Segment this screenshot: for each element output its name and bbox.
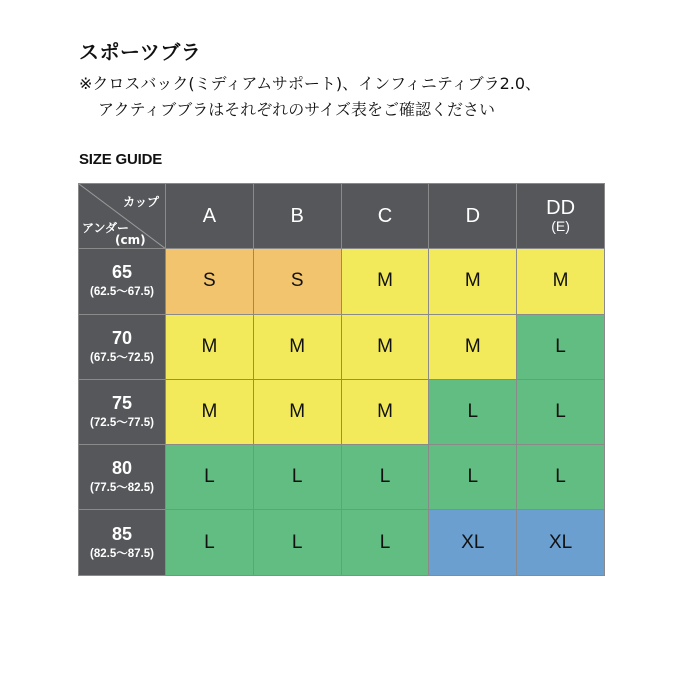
cup-axis-label: カップ [123, 195, 159, 209]
cup-header-label: B [290, 204, 304, 227]
cup-header-dd [517, 184, 605, 249]
underbust-band: 80 [111, 458, 133, 479]
cup-header-label: DD [546, 196, 576, 219]
size-cell: L [253, 445, 341, 510]
cup-header-a [166, 184, 254, 249]
size-cell: L [517, 445, 605, 510]
underbust-row-header [79, 510, 166, 575]
underbust-row-header [79, 249, 166, 314]
size-cell: M [341, 249, 429, 314]
size-cell: L [429, 379, 517, 444]
size-cell: L [166, 510, 254, 575]
table-corner-cell [79, 184, 166, 249]
size-cell: L [429, 445, 517, 510]
size-cell: M [517, 249, 605, 314]
size-cell: L [517, 314, 605, 379]
size-cell: L [341, 445, 429, 510]
size-cell: M [253, 314, 341, 379]
size-table-body [79, 249, 605, 575]
size-cell: XL [517, 510, 605, 575]
size-cell: S [166, 249, 254, 314]
cup-header-label: C [377, 204, 393, 227]
underbust-band: 65 [111, 262, 133, 283]
size-cell: M [341, 314, 429, 379]
underbust-row-header [79, 379, 166, 444]
table-row [79, 510, 605, 575]
size-cell: L [253, 510, 341, 575]
underbust-row-header [79, 314, 166, 379]
cup-header-b [253, 184, 341, 249]
cup-header-label: D [465, 204, 481, 227]
size-cell: M [341, 379, 429, 444]
size-cell: M [429, 314, 517, 379]
size-cell: M [253, 379, 341, 444]
size-cell: M [429, 249, 517, 314]
underbust-range: (72.5〜77.5) [90, 417, 154, 430]
size-guide-table [78, 183, 605, 576]
note-line-2: アクティブブラはそれぞれのサイズ表をご確認ください [98, 100, 495, 119]
underbust-row-header [79, 445, 166, 510]
size-cell: M [166, 314, 254, 379]
underbust-range: (62.5〜67.5) [90, 286, 154, 299]
page-title: スポーツブラ [79, 40, 202, 64]
note-line-1: ※クロスバック(ミディアムサポート)、インフィニティブラ2.0、 [79, 74, 542, 93]
size-cell: L [166, 445, 254, 510]
size-cell: M [166, 379, 254, 444]
cup-header-d [429, 184, 517, 249]
underbust-axis-label: アンダー [82, 221, 130, 235]
table-row [79, 314, 605, 379]
underbust-band: 85 [111, 523, 133, 544]
table-row [79, 249, 605, 314]
underbust-band: 75 [111, 393, 133, 414]
cup-header-sublabel: (E) [551, 217, 570, 234]
underbust-range: (67.5〜72.5) [90, 351, 154, 364]
size-cell: L [517, 379, 605, 444]
size-cell: S [253, 249, 341, 314]
size-cell: XL [429, 510, 517, 575]
underbust-range: (77.5〜82.5) [90, 482, 154, 495]
cup-header-label: A [202, 204, 217, 227]
table-header-row [79, 184, 605, 249]
underbust-band: 70 [111, 327, 133, 348]
underbust-unit-label: (cm) [115, 233, 146, 247]
size-chart-note [79, 71, 541, 123]
size-guide-heading: SIZE GUIDE [79, 151, 163, 168]
table-row [79, 379, 605, 444]
table-row [79, 445, 605, 510]
size-cell: L [341, 510, 429, 575]
underbust-range: (82.5〜87.5) [90, 547, 154, 560]
cup-header-c [341, 184, 429, 249]
